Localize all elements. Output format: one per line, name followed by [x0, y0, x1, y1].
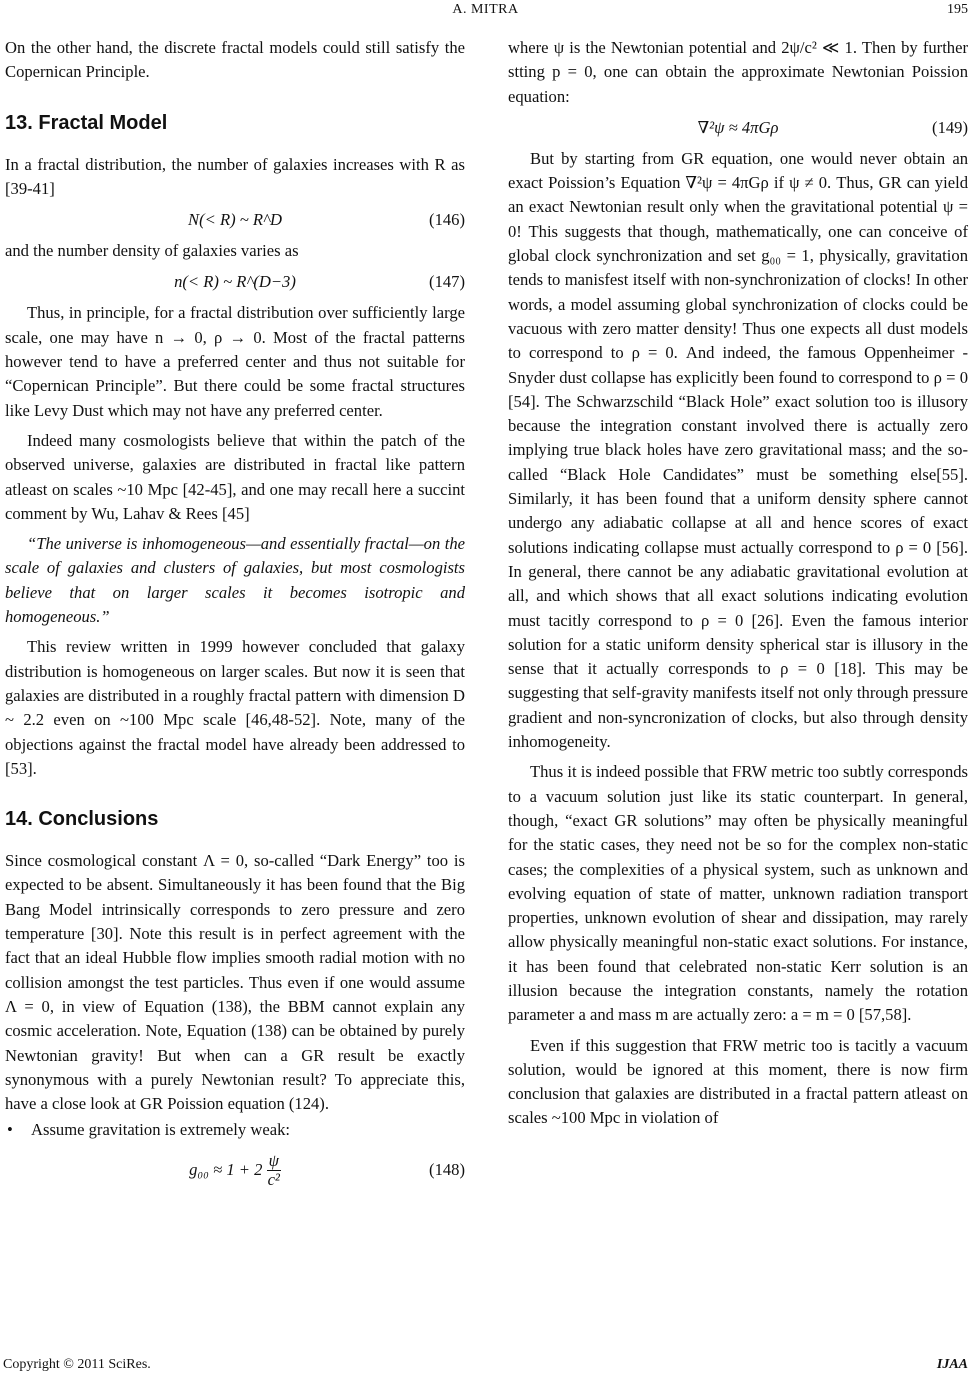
paragraph: Even if this suggestion that FRW metric too is tacitly a vacuum solution, would be ignored at this moment, there is now firm conclusion that galaxies are distributed in a fractal pattern atleast on scales ~100 Mpc in violation of [508, 1035, 968, 1128]
paragraph: Thus, in principle, for a fractal distribution over sufficiently large scale, one may have n → 0, ρ → 0. Most of the fractal patterns however tend to have a preferred center and thus not suitable for “Copernican Principle”. But there could be some fractal structures like Levy Dust which may not have any preferred center. [5, 303, 465, 420]
quotation: “The universe is inhomogeneous—and essentially fractal—on the scale of galaxies and clusters of galaxies, but most cosmologists believe that on larger scales it becomes isotropic and homogeneous.” [5, 534, 465, 627]
fraction [267, 1152, 281, 1189]
equation-148 [5, 1143, 465, 1197]
paragraph: Thus it is indeed possible that FRW metric too subtly corresponds to a vacuum solution just like its static counterpart. In general, though, “exact GR solutions” may often be physically meaningful for the static cases, they need not be so for the complex non-static cases; the complexities of a physical system, such as unknown and evolving equation of state of matter, unknown radiation transport properties, unknown evolution of shear and dissipation, may rarely allow physically meaningful non-static exact solutions. For instance, it has been found that celebrated non-static Kerr solution is an illusion because the integration constants, namely the rotation parameter a and mass m are actually zero: a = m = 0 [57,58]. [508, 762, 968, 1025]
paragraph: and the number density of galaxies varies as [5, 241, 299, 261]
section-heading-14: 14. Conclusions [5, 808, 159, 831]
equation-body: ∇²ψ ≈ 4πGρ [697, 117, 779, 137]
fraction-numerator: ψ [268, 1151, 279, 1171]
bullet-text: Assume gravitation is extremely weak: [31, 1120, 290, 1140]
equation-number: (149) [932, 117, 968, 137]
equation-body: n(< R) ~ R^(D−3) [174, 272, 296, 292]
bullet-icon: • [7, 1120, 13, 1140]
right-column [508, 36, 968, 1131]
equation-147 [5, 263, 465, 301]
equation-146 [5, 201, 465, 239]
copyright: Copyright © 2011 SciRes. [3, 1357, 151, 1372]
journal-name: IJAA [936, 1357, 968, 1372]
equation-body: N(< R) ~ R^D [188, 210, 282, 230]
equation-number: (146) [429, 210, 465, 230]
page-header [0, 0, 971, 22]
page-number: 195 [947, 2, 968, 17]
fraction-denominator: c² [267, 1170, 280, 1190]
paragraph: Indeed many cosmologists believe that within the patch of the observed universe, galaxies are distributed in fractal like pattern atleast on scales ~10 Mpc [42-45], and one may recall here a succint comment by Wu, Lahav & Rees [45] [5, 430, 465, 523]
paragraph: Since cosmological constant Λ = 0, so-called “Dark Energy” too is expected to be absent. Simultaneously it has been found that the Big Bang Model intrinsically corresponds to zero pressure and zero temperature [30]. Note this result is in perfect agreement with the fact that an ideal Hubble flow implies smooth radial motion with no collision amongst the test particles. Thus even if one would assume Λ = 0, in view of Equation (138), the BBM cannot explain any cosmic acceleration. Note, Equation (138) can be obtained by purely Newtonian gravity! But when can a GR result be exactly synonymous with a purely Newtonian result? To appreciate this, have a close look at GR Poission equation (124). [5, 851, 465, 1114]
paragraph: In a fractal distribution, the number of galaxies increases with R as [39-41] [5, 154, 465, 198]
paragraph: But by starting from GR equation, one would never obtain an exact Poission’s Equation ∇²ψ = 4πGρ if ψ ≠ 0. Thus, GR can yield an exact Newtonian result only when the gravitational potential ψ = 0! This suggests that though, mathematically, one can conceive of global clock synchronization and set g₀₀ = 1, physically, gravitation tends to manisfest itself with non-synchronization of clocks! In other words, a model assuming global synchronization of clocks could be vacuous with zero matter density! Thus one expects all dust models to correspond to ρ = 0. And indeed, the famous Oppenheimer -Snyder dust collapse has explicitly been found to correspond to ρ = 0 [54]. The Schwarzschild “Black Hole” exact solution too is illusory because the integration constant involved there is actually zero implying true black holes have zero gravitational mass; and the so-called “Black Hole Candidates” must be something else[55]. Similarly, it has been found that a uniform density sphere cannot undergo any adiabatic collapse at all and hence scores of exact solutions indicating collapse must actually correspond to ρ = 0 [56]. In general, there cannot be any adiabatic gravitational evolution at all, and which shows that all exact solutions indicating evolution must tacitly correspond to ρ = 0 [26]. Even the famous interior solution for a static uniform density spherical star is illusory in the sense that it actually corresponds to ρ = 0 [18]. This may be suggesting that self-gravity manifests itself not only through pressure gradient and non-syncronization of clocks, but also through density inhomogeneity. [508, 148, 968, 752]
equation-number: (147) [429, 272, 465, 292]
bullet-item [5, 1118, 465, 1142]
equation-149 [508, 109, 968, 147]
left-column [5, 36, 465, 1197]
paragraph: This review written in 1999 however concluded that galaxy distribution is homogeneous on larger scales. But now it is seen that galaxies are distributed in a roughly fractal pattern with dimension D ~ 2.2 even on ~100 Mpc scale [46,48-52]. Note, many of the objections against the fractal model have already been addressed to [53]. [5, 637, 465, 778]
equation-number: (148) [429, 1159, 465, 1179]
paragraph: On the other hand, the discrete fractal models could still satisfy the Copernican Principle. [5, 38, 465, 82]
section-heading-13: 13. Fractal Model [5, 111, 168, 134]
running-author: A. MITRA [452, 2, 519, 17]
equation-body [5, 1143, 465, 1197]
paragraph: where ψ is the Newtonian potential and 2ψ/c² ≪ 1. Then by further stting p = 0, one can obtain the approximate Newtonian Poission equation: [508, 38, 968, 106]
equation-lhs: g₀₀ ≈ 1 + 2 [189, 1159, 263, 1179]
